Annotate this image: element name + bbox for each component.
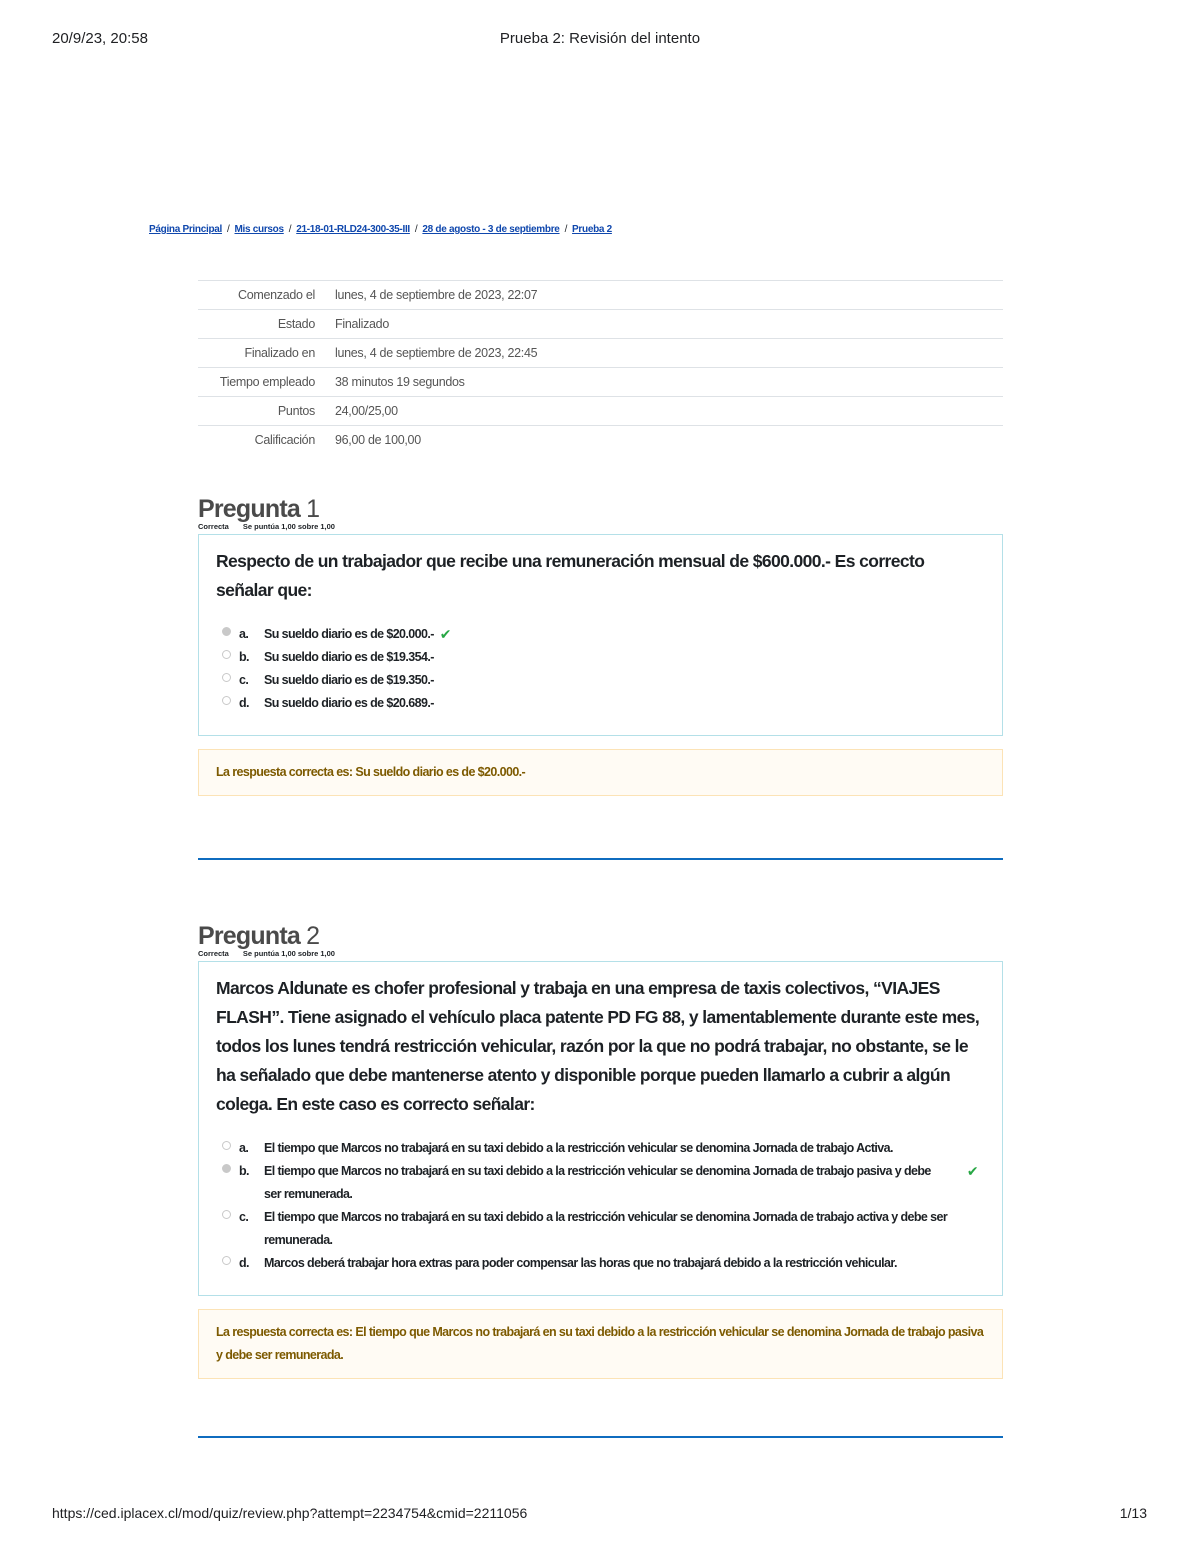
correct-answer-feedback: La respuesta correcta es: El tiempo que Marcos no trabajará en su taxi debido a la restricción vehicular se denomina Jornada de trabajo pasiva y debe ser remunerada. [198, 1309, 1003, 1379]
breadcrumb-separator: / [414, 224, 418, 235]
answer-option-c[interactable] [216, 669, 985, 692]
summary-value: Finalizado [335, 317, 389, 331]
answer-option-b[interactable] [216, 1160, 985, 1206]
question-2 [198, 921, 1003, 1379]
attempt-summary-table [198, 280, 1003, 454]
answer-letter: c. [239, 1210, 249, 1224]
answer-text: Marcos deberá trabajar hora extras para poder compensar las horas que no trabajará debido a la restricción vehicular. [264, 1256, 897, 1270]
answer-option-a[interactable] [216, 623, 985, 646]
answer-list [216, 623, 985, 715]
breadcrumb-week[interactable]: 28 de agosto - 3 de septiembre [422, 224, 560, 235]
answer-letter: c. [239, 673, 249, 687]
breadcrumb-course[interactable]: 21-18-01-RLD24-300-35-III [296, 224, 410, 235]
summary-label: Finalizado en [244, 346, 315, 360]
check-icon: ✔ [439, 626, 451, 642]
answer-option-a[interactable] [216, 1137, 985, 1160]
breadcrumb-separator: / [288, 224, 292, 235]
radio-icon[interactable] [222, 673, 231, 682]
answer-text: Su sueldo diario es de $19.354.- [264, 650, 434, 664]
question-grade: Se puntúa 1,00 sobre 1,00 [242, 522, 335, 531]
question-info [198, 949, 1003, 959]
summary-value: 96,00 de 100,00 [335, 433, 421, 447]
question-number: 1 [306, 495, 320, 523]
answer-letter: a. [239, 1141, 249, 1155]
answer-option-d[interactable] [216, 1252, 985, 1275]
print-title: Prueba 2: Revisión del intento [499, 30, 701, 47]
summary-row-grade [198, 426, 1003, 455]
question-title [198, 921, 1003, 951]
answer-text: El tiempo que Marcos no trabajará en su taxi debido a la restricción vehicular se denomina Jornada de trabajo Activa. [264, 1141, 893, 1155]
answer-letter: a. [239, 627, 249, 641]
question-status: Correcta [198, 522, 229, 531]
answer-letter: d. [239, 696, 249, 710]
print-date: 20/9/23, 20:58 [52, 30, 148, 47]
summary-row-started [198, 281, 1003, 310]
print-footer [0, 1505, 1200, 1525]
summary-label: Calificación [254, 433, 315, 447]
answer-option-b[interactable] [216, 646, 985, 669]
answer-letter: b. [239, 1164, 249, 1178]
question-number: 2 [306, 922, 320, 950]
breadcrumb-separator: / [227, 224, 230, 235]
radio-icon[interactable] [222, 1210, 231, 1219]
summary-value: lunes, 4 de septiembre de 2023, 22:07 [335, 288, 538, 302]
summary-label: Tiempo empleado [219, 375, 315, 389]
answer-letter: b. [239, 650, 249, 664]
answer-list [216, 1137, 985, 1275]
summary-value: 38 minutos 19 segundos [335, 375, 465, 389]
answer-option-c[interactable] [216, 1206, 985, 1252]
summary-row-time-taken [198, 368, 1003, 397]
answer-text: Su sueldo diario es de $19.350.- [264, 673, 434, 687]
question-status: Correcta [198, 949, 229, 958]
question-word: Pregunta [198, 922, 300, 950]
answer-letter: d. [239, 1256, 249, 1270]
answer-text: El tiempo que Marcos no trabajará en su taxi debido a la restricción vehicular se denomina Jornada de trabajo activa y debe ser remunerada. [264, 1210, 948, 1247]
summary-row-finished [198, 339, 1003, 368]
radio-icon[interactable] [222, 650, 231, 659]
question-text: Respecto de un trabajador que recibe una remuneración mensual de $600.000.- Es correcto señalar que: [216, 551, 925, 600]
summary-label: Estado [277, 317, 315, 331]
summary-value: 24,00/25,00 [335, 404, 398, 418]
question-grade: Se puntúa 1,00 sobre 1,00 [242, 949, 335, 958]
answer-option-d[interactable] [216, 692, 985, 715]
print-header [0, 30, 1200, 50]
breadcrumb [149, 224, 612, 235]
breadcrumb-quiz[interactable]: Prueba 2 [572, 224, 612, 235]
print-page-number: 1/13 [1119, 1505, 1147, 1521]
question-formulation [198, 534, 1003, 736]
breadcrumb-home[interactable]: Página Principal [149, 224, 223, 235]
question-info [198, 522, 1003, 532]
question-word: Pregunta [198, 495, 300, 523]
breadcrumb-my-courses[interactable]: Mis cursos [234, 224, 284, 235]
breadcrumb-separator: / [564, 224, 568, 235]
radio-selected-icon[interactable] [222, 627, 231, 636]
question-title [198, 494, 1003, 524]
correct-answer-feedback: La respuesta correcta es: Su sueldo diario es de $20.000.- [198, 749, 1003, 796]
answer-text: Su sueldo diario es de $20.000.- [264, 627, 434, 641]
question-1 [198, 494, 1003, 796]
summary-row-state [198, 310, 1003, 339]
question-divider [198, 858, 1003, 860]
summary-label: Comenzado el [237, 288, 315, 302]
answer-text: Su sueldo diario es de $20.689.- [264, 696, 434, 710]
print-url: https://ced.iplacex.cl/mod/quiz/review.php?attempt=2234754&cmid=2211056 [52, 1505, 528, 1521]
answer-text: El tiempo que Marcos no trabajará en su taxi debido a la restricción vehicular se denomina Jornada de trabajo pasiva y debe ser remunerada. [264, 1164, 931, 1201]
question-formulation [198, 961, 1003, 1296]
question-divider [198, 1436, 1003, 1438]
summary-value: lunes, 4 de septiembre de 2023, 22:45 [335, 346, 538, 360]
radio-icon[interactable] [222, 1256, 231, 1265]
check-icon: ✔ [966, 1163, 978, 1179]
radio-selected-icon[interactable] [222, 1164, 231, 1173]
question-text: Marcos Aldunate es chofer profesional y trabaja en una empresa de taxis colectivos, “VIAJES FLASH”. Tiene asignado el vehículo placa patente PD FG 88, y lamentablemente durante este mes, todos los lunes tendrá restricción vehicular, razón por la que no podrá trabajar, no obstante, se le ha señalado que debe mantenerse atento y disponible porque pueden llamarlo a cubrir a algún colega. En este caso es correcto señalar: [216, 978, 980, 1114]
radio-icon[interactable] [222, 1141, 231, 1150]
radio-icon[interactable] [222, 696, 231, 705]
summary-row-marks [198, 397, 1003, 426]
summary-label: Puntos [277, 404, 315, 418]
